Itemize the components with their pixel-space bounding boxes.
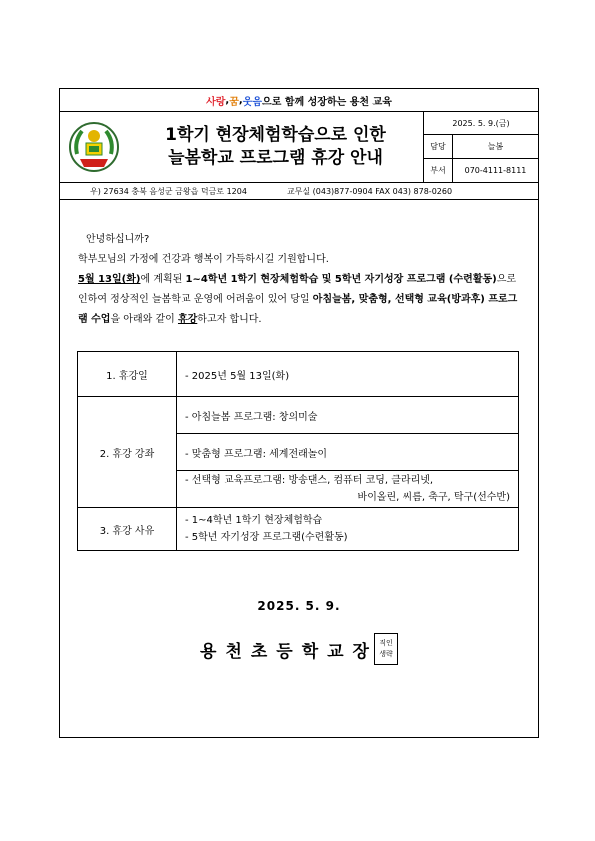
slogan-love: 사랑: [206, 96, 226, 108]
contact-row: [424, 135, 538, 158]
table-row: [78, 397, 519, 434]
course-morning: - 아침늘봄 프로그램: 창의미술: [177, 397, 519, 434]
contact-row: [424, 158, 538, 182]
body-line-1: 학부모님의 가정에 건강과 행복이 가득하시길 기원합니다.: [78, 254, 329, 265]
slogan-laugh: 웃음: [242, 96, 263, 108]
body-text: 으로 인하여 정상적인 늘봄학교 운영에 어려움이 있어 당일: [78, 274, 517, 305]
seal-line-1: 직인: [379, 639, 393, 647]
document-frame: [59, 88, 539, 738]
elective-line-2: 바이올린, 씨름, 축구, 탁구(선수반): [357, 492, 510, 503]
slogan-dream: 꿈: [229, 96, 239, 108]
event-description: 1~4학년 1학기 현장체험학습 및 5학년 자기성장 프로그램 (수련활동): [185, 274, 497, 285]
affected-programs: 아침늘봄, 맞춤형, 선택형 교육(방과후) 프로그램 수업: [78, 294, 518, 325]
course-custom: - 맞춤형 프로그램: 세계전래놀이: [177, 434, 519, 471]
contact-value: 070-4111-8111: [464, 166, 527, 175]
postal-address: 우) 27634 충북 음성군 금왕읍 덕금로 1204: [90, 186, 247, 196]
reason-2: - 5학년 자기성장 프로그램(수련활동): [185, 532, 348, 543]
school-emblem-icon: [60, 112, 128, 182]
title-line-2: 늘봄학교 프로그램 휴강 안내: [168, 148, 383, 168]
row-value: - 2025년 5월 13일(화): [177, 352, 519, 397]
letter-body: [60, 200, 538, 330]
title-line-1: 1학기 현장체험학습으로 인한: [165, 125, 386, 145]
row-label: 3. 휴강 사유: [78, 508, 177, 551]
row-label: 2. 휴강 강좌: [78, 397, 177, 508]
cancellation-table: [77, 351, 519, 551]
cancel-word: 휴강: [177, 314, 198, 325]
greeting: 안녕하십니까?: [86, 234, 150, 245]
slogan: [60, 89, 538, 112]
elective-line-1: - 선택형 교육프로그램: 방송댄스, 컴퓨터 코딩, 클라리넷,: [185, 475, 434, 486]
contact-value: 늘봄: [487, 142, 504, 151]
table-row: [78, 352, 519, 397]
body-text: 하고자 합니다.: [197, 314, 262, 325]
letterhead: [60, 112, 538, 183]
slogan-rest: 으로 함께 성장하는 용천 교육: [262, 96, 392, 108]
seal-line-2: 생략: [379, 650, 393, 658]
body-text: 에 계획된: [140, 274, 186, 285]
issue-date: 2025. 5. 9.(금): [424, 112, 538, 135]
event-date: 5월 13일(화): [78, 274, 141, 285]
body-paragraph: [78, 270, 520, 330]
body-text: 을 아래와 같이: [110, 314, 178, 325]
phone-fax: 교무실 (043)877-0904 FAX 043) 878-0260: [286, 186, 453, 196]
row-value: [177, 508, 519, 551]
contact-key: 부서: [424, 159, 453, 182]
contact-key: 담당: [424, 135, 453, 158]
signature-block: [60, 633, 538, 665]
signer-name: 용천초등학교장: [200, 641, 378, 662]
slogan-sep: ,: [225, 94, 230, 106]
footer-date: 2025. 5. 9.: [257, 599, 341, 613]
address-bar: [60, 183, 538, 200]
row-label: 1. 휴강일: [78, 352, 177, 397]
seal-omitted-stamp: [374, 633, 398, 665]
course-elective: [177, 471, 519, 508]
contact-box: [424, 112, 538, 182]
table-row: [78, 508, 519, 551]
document-title: [128, 112, 424, 182]
reason-1: - 1~4학년 1학기 현장체험학습: [185, 515, 323, 526]
slogan-sep: ,: [238, 94, 243, 106]
